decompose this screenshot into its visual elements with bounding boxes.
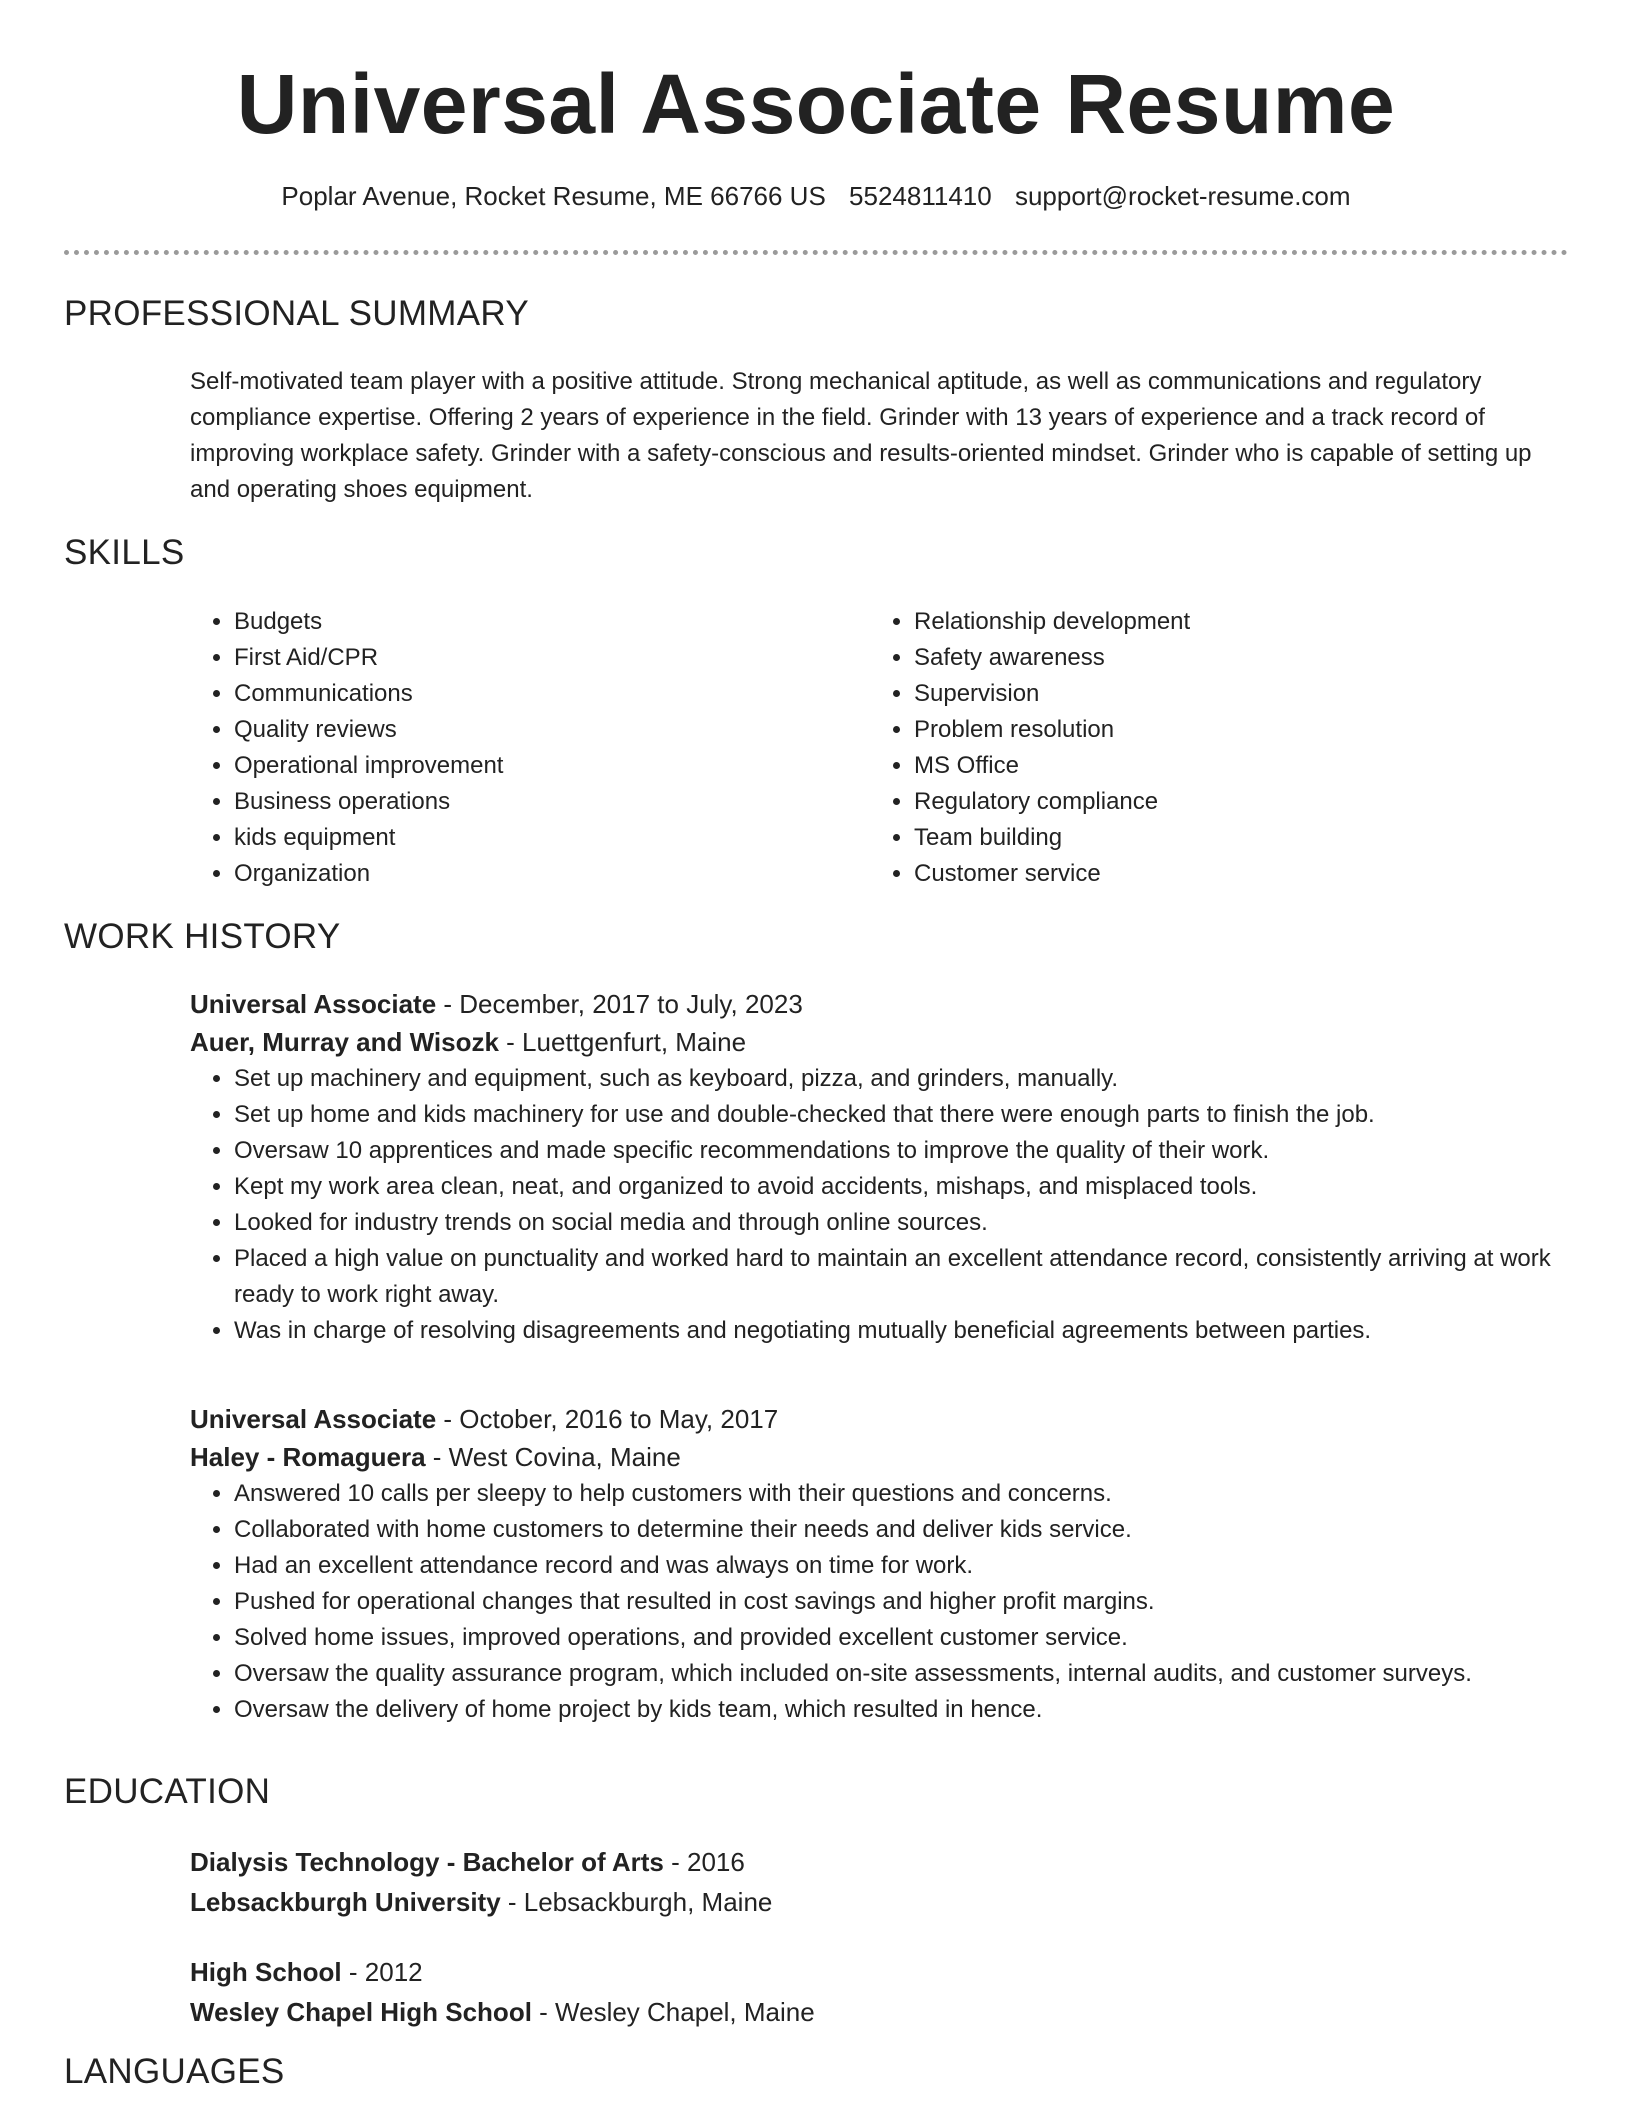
job-duties: [190, 1476, 1570, 1728]
section-title-languages: LANGUAGES: [64, 2052, 285, 2091]
duty-item: • Looked for industry trends on social media and through online sources.: [234, 1205, 1570, 1241]
skill-item: • Organization: [234, 856, 830, 892]
job-dates: - December, 2017 to July, 2023: [436, 989, 803, 1019]
duty-item: • Oversaw the delivery of home project by kids team, which resulted in hence.: [234, 1692, 1570, 1728]
job-dates: - October, 2016 to May, 2017: [436, 1404, 779, 1434]
duty-item: • Kept my work area clean, neat, and organized to avoid accidents, mishaps, and misplaced tools.: [234, 1169, 1570, 1205]
job-company: Haley - Romaguera: [190, 1442, 426, 1472]
contact-phone: 5524811410: [849, 181, 992, 211]
job-duties: [190, 1061, 1570, 1349]
degree-year: - 2016: [663, 1847, 745, 1877]
job-company-line: [190, 1438, 1570, 1476]
skill-item: • Relationship development: [914, 604, 1510, 640]
duty-item: • Set up machinery and equipment, such as keyboard, pizza, and grinders, manually.: [234, 1061, 1570, 1097]
summary-text: Self-motivated team player with a positive attitude. Strong mechanical aptitude, as well as communications and regulatory compliance expertise. Offering 2 years of experience in the field. Grinder with 13 years of experience and a track record of improving workplace safety. Grinder with a safety-conscious and results-oriented mindset. Grinder who is capable of setting up and operating shoes equipment.: [190, 368, 1532, 503]
skill-item: • Problem resolution: [914, 712, 1510, 748]
duty-item: • Answered 10 calls per sleepy to help customers with their questions and concerns.: [234, 1476, 1570, 1512]
job-title-line: [190, 1400, 1570, 1438]
contact-email: support@rocket-resume.com: [1014, 181, 1351, 211]
skill-item: • kids equipment: [234, 820, 830, 856]
skill-item: • Team building: [914, 820, 1510, 856]
duty-item: • Oversaw 10 apprentices and made specific recommendations to improve the quality of their work.: [234, 1133, 1570, 1169]
school-line: [190, 1993, 1570, 2031]
job-location: - Luettgenfurt, Maine: [498, 1027, 747, 1057]
skill-item: • First Aid/CPR: [234, 640, 830, 676]
degree: Dialysis Technology - Bachelor of Arts: [190, 1847, 664, 1877]
section-title-summary: PROFESSIONAL SUMMARY: [64, 294, 529, 333]
school-location: - Lebsackburgh, Maine: [500, 1887, 773, 1917]
job-role: Universal Associate: [190, 1404, 437, 1434]
job-entry: [190, 985, 1570, 1349]
section-title-education: EDUCATION: [64, 1772, 271, 1811]
job-role: Universal Associate: [190, 989, 437, 1019]
header-divider: [64, 250, 1568, 255]
duty-item: • Had an excellent attendance record and was always on time for work.: [234, 1548, 1570, 1584]
school-location: - Wesley Chapel, Maine: [531, 1997, 815, 2027]
duty-item: • Collaborated with home customers to determine their needs and deliver kids service.: [234, 1512, 1570, 1548]
duty-item: • Set up home and kids machinery for use and double-checked that there were enough parts to finish the job.: [234, 1097, 1570, 1133]
skill-item: • MS Office: [914, 748, 1510, 784]
degree: High School: [190, 1957, 342, 1987]
duty-item: • Oversaw the quality assurance program, which included on-site assessments, internal audits, and customer surveys.: [234, 1656, 1570, 1692]
skill-item: • Customer service: [914, 856, 1510, 892]
job-location: - West Covina, Maine: [425, 1442, 681, 1472]
resume-name: Universal Associate Resume: [236, 57, 1396, 151]
degree-year: - 2012: [341, 1957, 423, 1987]
education-entry: [190, 1953, 1570, 2031]
skill-item: • Supervision: [914, 676, 1510, 712]
job-title-line: [190, 985, 1570, 1023]
school-name: Wesley Chapel High School: [190, 1997, 532, 2027]
duty-item: • Placed a high value on punctuality and worked hard to maintain an excellent attendance record, consistently arriving at work ready to work right away.: [234, 1241, 1570, 1313]
contact-address: Poplar Avenue, Rocket Resume, ME 66766 US: [281, 181, 826, 211]
skills-column-right: [870, 604, 1510, 892]
section-title-work: WORK HISTORY: [64, 917, 341, 956]
skill-item: • Operational improvement: [234, 748, 830, 784]
section-title-skills: SKILLS: [64, 533, 185, 572]
job-company-line: [190, 1023, 1570, 1061]
school-name: Lebsackburgh University: [190, 1887, 501, 1917]
contact-line: [0, 181, 1632, 212]
degree-line: [190, 1843, 1570, 1881]
skill-item: • Budgets: [234, 604, 830, 640]
job-entry: [190, 1400, 1570, 1728]
skill-item: • Communications: [234, 676, 830, 712]
duty-item: • Was in charge of resolving disagreements and negotiating mutually beneficial agreements between parties.: [234, 1313, 1570, 1349]
skill-item: • Quality reviews: [234, 712, 830, 748]
skill-item: • Regulatory compliance: [914, 784, 1510, 820]
duty-item: • Solved home issues, improved operations, and provided excellent customer service.: [234, 1620, 1570, 1656]
skill-item: • Safety awareness: [914, 640, 1510, 676]
job-company: Auer, Murray and Wisozk: [190, 1027, 499, 1057]
school-line: [190, 1883, 1570, 1921]
education-entry: [190, 1843, 1570, 1921]
duty-item: • Pushed for operational changes that resulted in cost savings and higher profit margins.: [234, 1584, 1570, 1620]
degree-line: [190, 1953, 1570, 1991]
skill-item: • Business operations: [234, 784, 830, 820]
skills-column-left: [190, 604, 830, 892]
